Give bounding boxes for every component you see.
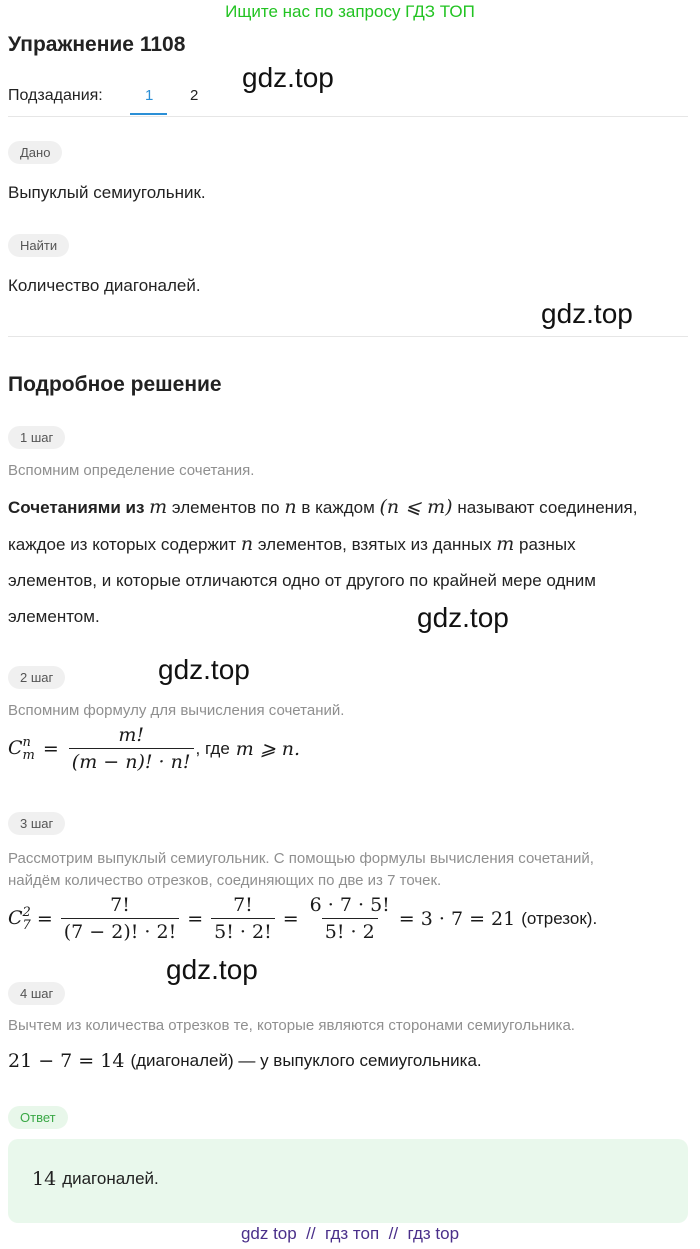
math-expression: 21 − 7 = 14 [8, 1050, 125, 1072]
step-2-formula [8, 724, 300, 773]
step-1-hint: Вспомним определение сочетания. [8, 462, 255, 479]
answer-badge-wrap [8, 1106, 68, 1129]
fraction: $\frac{7!}{(7 - 2)! \cdot 2!}$ [61, 894, 179, 943]
search-banner: Ищите нас по запросу ГДЗ ТОП [225, 2, 475, 21]
watermark: gdz.top [541, 298, 633, 329]
find-text: Количество диагоналей. [8, 276, 201, 295]
tab-subtask-1[interactable]: 1 [145, 87, 154, 104]
fraction: $\frac{6 \cdot 7 \cdot 5!}{5! \cdot 2}$ [309, 894, 390, 943]
text-fragment: в каждом [301, 498, 375, 517]
combination-symbol: C n m [8, 734, 35, 763]
watermark: gdz.top [417, 602, 509, 633]
step-4-badge-wrap [8, 982, 65, 1005]
step-4-hint: Вычтем из количества отрезков те, которые являются сторонами семиугольника. [8, 1017, 575, 1034]
equals-sign: = [42, 737, 59, 760]
divider [8, 116, 688, 117]
answer-badge: Ответ [8, 1106, 68, 1129]
text-fragment: называют соединения, [457, 498, 638, 517]
watermark: gdz.top [242, 62, 334, 93]
unit-text: (отрезок). [521, 908, 598, 928]
math-condition: m ⩾ n. [235, 737, 301, 760]
given-text: Выпуклый семиугольник. [8, 183, 206, 202]
step-2-hint: Вспомним формулу для вычисления сочетаний. [8, 702, 345, 719]
text-fragment: элементов по [171, 498, 280, 517]
solution-title: Подробное решение [8, 373, 222, 396]
step-3-formula [8, 894, 597, 943]
page-title: Упражнение 1108 [8, 33, 186, 56]
step-2-badge-wrap [8, 666, 65, 689]
step-4-result [8, 1050, 482, 1072]
find-badge: Найти [8, 234, 69, 257]
given-section [8, 141, 62, 164]
text-fragment: элементом. [8, 607, 100, 626]
math-var: m [496, 533, 515, 555]
answer-value: 14 [32, 1168, 57, 1190]
step-1-badge-wrap [8, 426, 65, 449]
equals-sign: = [187, 907, 204, 930]
find-section [8, 234, 69, 257]
text-fragment: , где [195, 738, 230, 758]
step-1-definition [8, 489, 688, 635]
text-fragment: каждое из которых содержит [8, 535, 237, 554]
answer-unit: диагоналей. [62, 1169, 159, 1188]
footer-links[interactable]: gdz top // гдз топ // гдз top [240, 1224, 460, 1243]
math-condition: (n ⩽ m) [379, 496, 453, 518]
fraction: $\frac{7!}{5! \cdot 2!}$ [211, 894, 275, 943]
active-tab-indicator [130, 113, 167, 115]
fraction: $\frac{m!}{(m - n)! \cdot n!}$ [69, 724, 194, 773]
math-var: n [240, 533, 254, 555]
equals-sign: = [282, 907, 299, 930]
math-result: = 3 · 7 = 21 [398, 907, 516, 930]
given-badge: Дано [8, 141, 62, 164]
step-3-badge: 3 шаг [8, 812, 65, 835]
answer-text [32, 1168, 159, 1190]
combination-symbol: C 2 7 [8, 904, 31, 933]
divider [8, 336, 688, 337]
math-var: m [149, 496, 168, 518]
watermark: gdz.top [158, 654, 250, 685]
text-fragment: элементов, взятых из данных [257, 535, 492, 554]
equals-sign: = [36, 907, 53, 930]
term-bold: Сочетаниями из [8, 498, 145, 517]
step-4-badge: 4 шаг [8, 982, 65, 1005]
step-2-badge: 2 шаг [8, 666, 65, 689]
step-1-badge: 1 шаг [8, 426, 65, 449]
tab-subtask-2[interactable]: 2 [190, 87, 199, 104]
step-3-badge-wrap [8, 812, 65, 835]
text-fragment: разных [519, 535, 576, 554]
text-fragment: (диагоналей) — у выпуклого семиугольника. [130, 1051, 482, 1070]
math-var: n [284, 496, 297, 518]
step-3-hint: Рассмотрим выпуклый семиугольник. С помощью формулы вычисления сочетаний, найдём количество отрезков, соединяющих по две из 7 точек. [8, 850, 594, 889]
text-fragment: элементов, и которые отличаются одно от другого по крайней мере одним [8, 571, 596, 590]
watermark: gdz.top [166, 954, 258, 985]
subtasks-label: Подзадания: [8, 87, 103, 104]
